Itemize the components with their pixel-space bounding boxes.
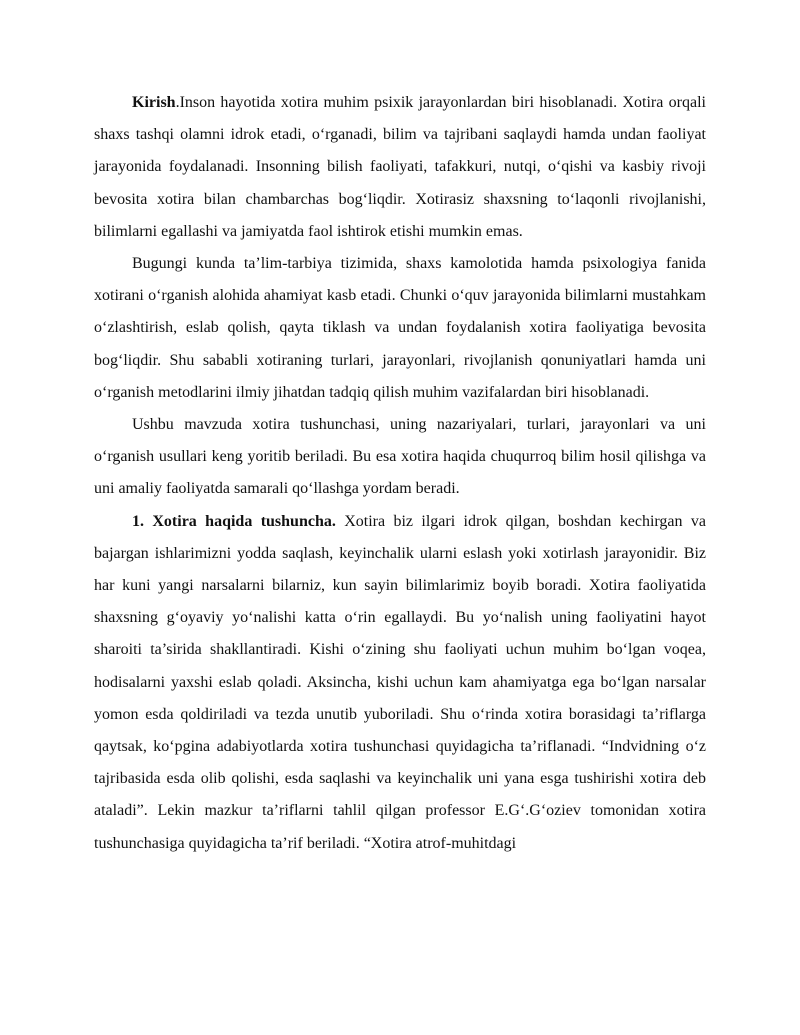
paragraph-text: Ushbu mavzuda xotira tushunchasi, uning nazariyalari, turlari, jarayonlari va uni o‘rganish usullari keng yoritib beriladi. Bu esa xotira haqida chuqurroq bilim hosil qilishga va uni amaliy faoliyatda samarali qo‘llashga yordam beradi. <box>94 416 706 498</box>
paragraph-topic-overview <box>94 409 706 506</box>
paragraph-text: Bugungi kunda ta’lim-tarbiya tizimida, shaxs kamolotida hamda psixologiya fanida xotirani o‘rganish alohida ahamiyat kasb etadi. Chunki o‘quv jarayonida bilimlarni mustahkam o‘zlashtirish, eslab qolish, qayta tiklash va undan foydalanish xotira faoliyatiga bevosita bog‘liqdir. Shu sababli xotiraning turlari, jarayonlari, rivojlanish qonuniyatlari hamda uni o‘rganish metodlarini ilmiy jihatdan tadqiq qilish muhim vazifalardan biri hisoblanadi. <box>94 255 706 401</box>
section-heading-xotira-haqida-tushuncha: 1. Xotira haqida tushuncha. <box>132 512 336 530</box>
paragraph-introduction <box>94 87 706 248</box>
document-page <box>94 87 706 860</box>
heading-kirish: Kirish <box>132 94 176 111</box>
paragraph-importance <box>94 248 706 409</box>
paragraph-text: .Inson hayotida xotira muhim psixik jarayonlardan biri hisoblanadi. Xotira orqali shaxs tashqi olamni idrok etadi, o‘rganadi, bilim va tajribani saqlaydi hamda undan faoliyat jarayonida foydalanadi. Insonning bilish faoliyati, tafakkuri, nutqi, o‘qishi va kasbiy rivoji bevosita xotira bilan chambarchas bog‘liqdir. Xotirasiz shaxsning to‘laqonli rivojlanishi, bilimlarni egallashi va jamiyatda faol ishtirok etishi mumkin emas. <box>94 94 706 240</box>
paragraph-section-1 <box>94 506 706 860</box>
paragraph-text: Xotira biz ilgari idrok qilgan, boshdan kechirgan va bajargan ishlarimizni yodda saqlash, keyinchalik ularni eslash yoki xotirlash jarayonidir. Biz har kuni yangi narsalarni bilarniz, kun sayin bilimlarimiz boyib boradi. Xotira faoliyatida shaxsning g‘oyaviy yo‘nalishi katta o‘rin egallaydi. Bu yo‘nalish uning faoliyatini hayot sharoiti ta’sirida shakllantiradi. Kishi o‘zining shu faoliyati uchun muhim bo‘lgan voqea, hodisalarni yaxshi eslab qoladi. Aksincha, kishi uchun kam ahamiyatga ega bo‘lgan narsalar yomon esda qoldiriladi va tezda unutib yuboriladi. Shu o‘rinda xotira borasidagi ta’riflarga qaytsak, ko‘pgina adabiyotlarda xotira tushunchasi quyidagicha ta’riflanadi. “Indvidning o‘z tajribasida esda olib qolishi, esda saqlashi va keyinchalik uni yana esga tushirishi xotira deb ataladi”. Lekin mazkur ta’riflarni tahlil qilgan professor E.G‘.G‘oziev tomonidan xotira tushunchasiga quyidagicha ta’rif beriladi. “Xotira atrof-muhitdagi <box>94 512 707 852</box>
